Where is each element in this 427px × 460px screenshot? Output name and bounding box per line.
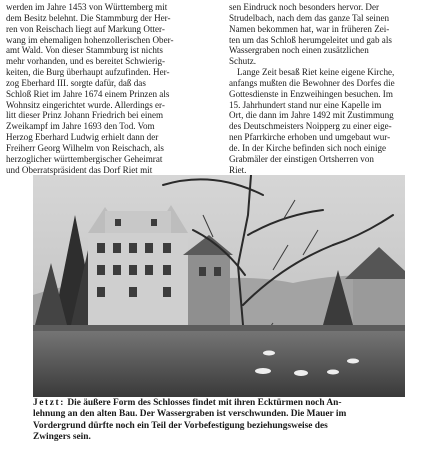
text-line: ren von Reischach liegt auf Markung Otter- (6, 23, 165, 34)
text-line: nen Pfarrkirche erhoben und umgebaut wur- (229, 132, 391, 143)
text-line: anfangs mußten die Bewohner des Dorfes die (229, 77, 395, 88)
text-line: litt dieser Prinz Johann Friedrich bei einem (6, 110, 164, 121)
article-left-column (6, 2, 220, 176)
text-line: dem Besitz belehnt. Die Stammburg der Her- (6, 12, 171, 23)
caption-line: Vordergrund dürfte noch ein Teil der Vorbefestigung beziehungsweise des (33, 420, 328, 431)
text-line: Gottesdienste in Enzweihingen besuchen. Im (229, 88, 393, 99)
text-line: keiten, die Burg überhaupt aufzufinden. Her- (6, 67, 170, 78)
text-line: sen Eindruck noch besonders hervor. Der (229, 2, 380, 12)
text-line: werden im Jahre 1453 von Württemberg mit (6, 2, 168, 12)
text-line: wang im ehemaligen hohenzollerischen Ober- (6, 34, 174, 45)
text-line: Herzog Eberhard Ludwig erhielt dann der (6, 132, 159, 143)
caption-line: Die äußere Form des Schlosses findet mit ihren Ecktürmen noch An- (64, 398, 342, 408)
text-line: Lange Zeit besaß Riet keine eigene Kirche, (237, 67, 395, 78)
caption-line: Zwingers sein. (33, 432, 91, 443)
text-line: 15. Jahrhundert stand nur eine Kapelle im (229, 99, 382, 110)
text-line: mehr vorhanden, und es bereitet Schwierig- (6, 56, 166, 67)
text-line: zog Eberhard III. sorgte dafür, daß das (6, 77, 146, 88)
text-line: Grabmäler der einstigen Ortsherren von (229, 153, 374, 164)
text-line: Wohnsitz eingerichtet wurde. Allerdings er- (6, 99, 165, 110)
text-line: ten um das Schloß herumgeleitet und gab als (229, 34, 392, 45)
text-line: Namen bekommen hat, war in früheren Zei- (229, 23, 390, 34)
text-line: de. In der Kirche befinden sich noch einige (229, 142, 387, 153)
caption-lead: Jetzt: (33, 398, 65, 408)
photo-caption (33, 398, 409, 444)
text-line: Zweikampf im Jahre 1693 den Tod. Vom (6, 121, 155, 132)
text-line: Strudelbach, nach dem das ganze Tal seinen (229, 12, 390, 23)
text-line: Freiherr Georg Wilhelm von Reischach, als (6, 142, 164, 153)
text-line: des Deutschmeisters Noipperg zu einer eige- (229, 121, 392, 132)
castle-photo (33, 175, 405, 397)
text-line: Schloß Riet im Jahre 1674 einem Prinzen als (6, 88, 170, 99)
text-line: Wassergraben noch einen zusätzlichen (229, 45, 369, 56)
caption-line: lehnung an den alten Bau. Der Wassergraben ist verschwunden. Die Mauer im (33, 409, 347, 420)
text-line: Schutz. (229, 56, 257, 67)
text-line: Ort, die dann im Jahre 1492 mit Zustimmung (229, 110, 394, 121)
text-line: und Oberratspräsident das Dorf Riet mit (6, 164, 153, 175)
text-line: amt Wald. Von dieser Stammburg ist nichts (6, 45, 163, 56)
text-line: herzoglicher württembergischer Geheimrat (6, 153, 163, 164)
article-right-column (229, 2, 423, 176)
text-line: Riet. (229, 164, 247, 175)
